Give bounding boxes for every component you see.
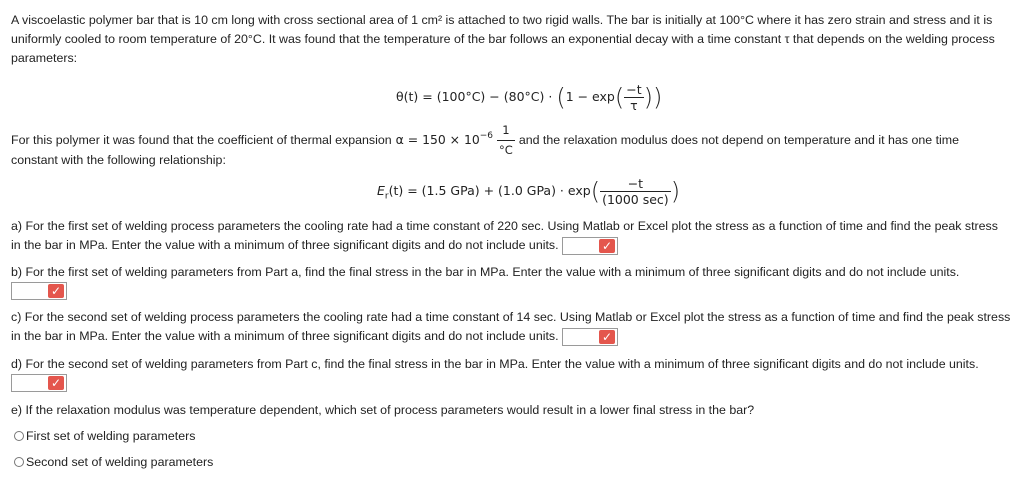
relaxation-modulus-equation: $E_r(t) = (1.5$ GPa) + (1.0 GPa) · exp( $\frac{-t}{(1000 \sec)}$ ) — [377, 176, 681, 207]
answer-a-input[interactable] — [562, 237, 618, 255]
cte-text-a: For this polymer it was found that the coefficient of thermal expansion — [11, 133, 392, 147]
check-icon: ✓ — [599, 239, 615, 253]
question-b: b) For the first set of welding parameters from Part a, find the final stress in the bar in MPa. Enter the value with a minimum of three significant digits and do not include units. — [11, 265, 960, 279]
answer-b-input[interactable] — [11, 282, 67, 300]
option-first-set[interactable] — [14, 429, 195, 443]
radio-button[interactable] — [14, 457, 24, 467]
eq2-denominator: (1000 sec) — [602, 192, 669, 207]
question-c: c) For the second set of welding process parameters the cooling rate had a time constant of 14 sec. Using Matlab or Excel plot the stress as a function of time and find the peak stress in the bar in MPa. Enter the value with a minimum of three significant digits and do not include units. ✓ — [11, 310, 1011, 344]
cte-text-c: constant with the following relationship: — [11, 153, 226, 167]
radio-button[interactable] — [14, 431, 24, 441]
intro-text: A viscoelastic polymer bar that is 10 cm long with cross sectional area of 1 cm² is attached to two rigid walls. The bar is initially at 100°C where it has zero strain and stress and it is uniformly cooled to room temperature of 20°C. It was found that the temperature of the bar follows an exponential decay with a time constant τ that depends on the welding process parameters: — [11, 13, 995, 65]
cte-text-b: and the relaxation modulus does not depend on temperature and it has one time — [518, 133, 959, 147]
eq1-numerator: −t — [626, 82, 642, 97]
option-label: First set of welding parameters — [26, 429, 196, 443]
question-a: a) For the first set of welding process parameters the cooling rate had a time constant of 220 sec. Using Matlab or Excel plot the stress as a function of time and find the peak stress in the bar in MPa. Enter the value with a minimum of three significant digits and do not include units. ✓ — [11, 219, 998, 253]
eq1-lhs: θ(t) = (100°C) − (80°C) · — [396, 89, 553, 104]
eq1-denominator: τ — [630, 98, 638, 113]
question-e: e) If the relaxation modulus was temperature dependent, which set of process parameters would result in a lower final stress in the bar? — [11, 403, 755, 417]
question-d: d) For the second set of welding parameters from Part c, find the final stress in the bar in MPa. Enter the value with a minimum of three significant digits and do not include units. — [11, 357, 979, 371]
check-icon: ✓ — [48, 284, 64, 298]
option-label: Second set of welding parameters — [26, 455, 214, 469]
cte-expression: $\alpha = 150 \times 10^{-6}$ — [395, 130, 494, 147]
option-second-set[interactable] — [14, 455, 213, 469]
check-icon: ✓ — [599, 330, 615, 344]
answer-d-input[interactable] — [11, 374, 67, 392]
answer-c-input[interactable] — [562, 328, 618, 346]
eq2-numerator: −t — [600, 176, 671, 192]
eq1-inner: 1 − exp — [565, 89, 615, 104]
cte-unit-fraction: $\frac{1}{^\circ C}$ — [499, 123, 513, 157]
check-icon: ✓ — [48, 376, 64, 390]
temperature-equation: θ(t) = (100°C) − (80°C) · (1 − exp( $\frac{-t}{\tau}$ )) — [396, 82, 663, 113]
